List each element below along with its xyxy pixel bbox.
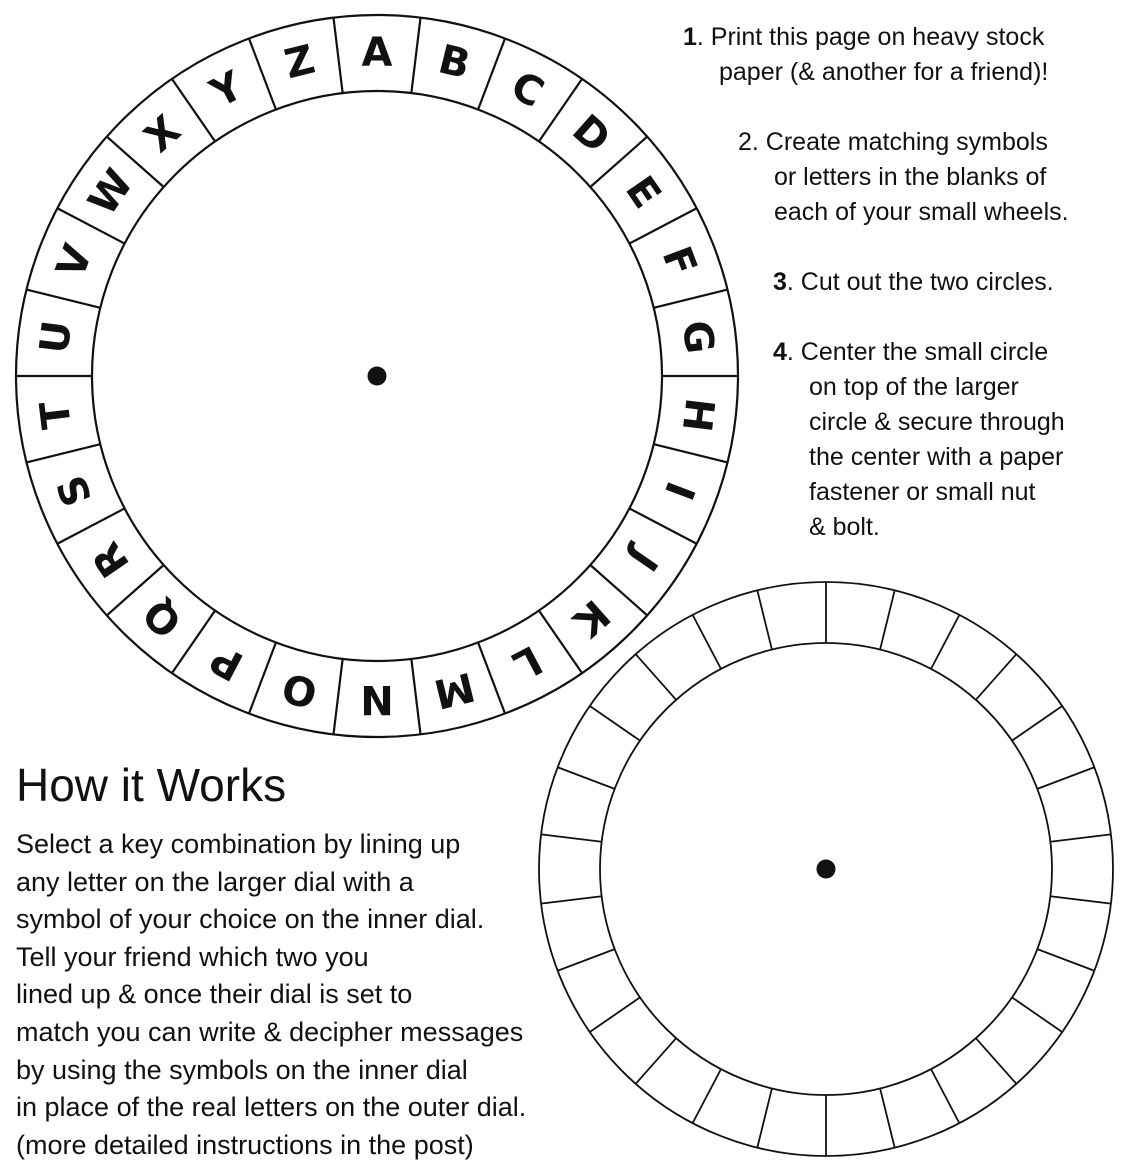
- blank-segment-divider: [976, 654, 1016, 700]
- blank-segment-divider: [693, 1069, 721, 1123]
- segment-divider: [629, 208, 696, 243]
- how-it-works-line: any letter on the larger dial with a: [16, 866, 414, 897]
- blank-segment-divider: [931, 615, 959, 669]
- wheel-letter: F: [652, 240, 706, 283]
- segment-divider: [629, 508, 696, 543]
- step-number: 1: [683, 23, 697, 51]
- wheel-letter: A: [361, 30, 393, 76]
- blank-segment-divider: [880, 1088, 895, 1147]
- segment-divider: [478, 38, 505, 109]
- wheel-letter: X: [136, 106, 190, 162]
- how-it-works-line: by using the symbols on the inner dial: [16, 1054, 468, 1085]
- wheel-letter: Z: [280, 36, 320, 89]
- step-number: 3: [773, 268, 787, 296]
- wheel-letter: G: [672, 317, 723, 357]
- step-text-line: each of your small wheels.: [774, 198, 1069, 226]
- how-it-works-title: How it Works: [16, 759, 287, 811]
- how-it-works-line: lined up & once their dial is set to: [16, 979, 413, 1010]
- segment-divider: [411, 659, 420, 734]
- wheel-letter: N: [360, 676, 394, 722]
- step-text-line: & bolt.: [809, 513, 880, 541]
- how-it-works-body: [16, 826, 526, 1164]
- segment-divider: [249, 38, 276, 109]
- blank-segment-divider: [636, 1038, 676, 1084]
- wheel-letter: R: [83, 533, 139, 586]
- blank-segment-divider: [880, 590, 895, 649]
- step-text-line: . Cut out the two circles.: [786, 268, 1054, 296]
- how-it-works-line: Select a key combination by lining up: [16, 829, 461, 859]
- wheel-letter: H: [672, 395, 723, 435]
- blank-segment-divider: [1012, 706, 1062, 741]
- segment-divider: [654, 444, 728, 462]
- instruction-step-2: [738, 125, 1069, 230]
- blank-segment-divider: [590, 706, 640, 741]
- blank-segment-divider: [541, 896, 602, 903]
- step-number: 4: [773, 338, 787, 366]
- segment-divider: [411, 18, 420, 93]
- blank-segment-divider: [757, 1088, 772, 1147]
- wheel-letter: V: [47, 238, 102, 285]
- wheel-letter: M: [429, 662, 480, 717]
- blank-segment-divider: [757, 590, 772, 649]
- blank-segment-divider: [1012, 997, 1062, 1032]
- segment-divider: [249, 642, 276, 713]
- step-text-line: on top of the larger: [809, 373, 1019, 401]
- step-text-line: . Center the small circle: [786, 338, 1049, 366]
- blank-segment-divider: [558, 949, 615, 971]
- wheel-letter: L: [505, 635, 550, 689]
- blank-segment-divider: [1037, 949, 1094, 971]
- instruction-step-1: [683, 20, 1048, 90]
- wheel-letter: T: [31, 398, 81, 432]
- blank-segment-divider: [636, 654, 676, 700]
- segment-divider: [333, 18, 342, 93]
- instruction-step-4: [773, 335, 1065, 545]
- blank-segment-divider: [976, 1038, 1016, 1084]
- wheel-letter: P: [203, 634, 251, 690]
- wheel-letter: S: [48, 468, 102, 513]
- wheel-letter: K: [564, 590, 619, 646]
- blank-segment-divider: [1037, 767, 1094, 789]
- blank-segment-divider: [590, 997, 640, 1032]
- segment-divider: [333, 659, 342, 734]
- instruction-step-3: [773, 265, 1054, 300]
- how-it-works-line: match you can write & decipher messages: [16, 1016, 524, 1047]
- wheel-letter: O: [277, 663, 322, 717]
- step-text-line: . Create matching symbols: [751, 128, 1048, 156]
- how-it-works-line: (more detailed instructions in the post): [16, 1129, 474, 1160]
- wheel-letter: D: [563, 106, 619, 163]
- wheel-letter: B: [433, 36, 475, 89]
- blank-segment-divider: [693, 615, 721, 669]
- wheel-letter: J: [619, 540, 666, 579]
- step-text-line: . Print this page on heavy stock: [696, 23, 1045, 51]
- blank-segment-divider: [1050, 896, 1111, 903]
- center-dot: [817, 860, 836, 879]
- outer-letter-wheel: [16, 15, 738, 737]
- how-it-works-line: Tell your friend which two you: [16, 941, 369, 972]
- step-text-line: or letters in the blanks of: [774, 163, 1047, 191]
- wheel-letter: E: [616, 168, 670, 217]
- how-it-works-line: in place of the real letters on the outer dial.: [16, 1092, 527, 1123]
- step-text-line: paper (& another for a friend)!: [719, 58, 1049, 86]
- how-it-works-line: symbol of your choice on the inner dial.: [16, 904, 485, 935]
- step-number: 2: [738, 128, 752, 156]
- segment-divider: [26, 444, 100, 462]
- wheel-letter: I: [654, 475, 704, 506]
- segment-divider: [26, 290, 100, 308]
- blank-segment-divider: [1050, 834, 1111, 841]
- wheel-letter: U: [31, 318, 82, 356]
- blank-segment-divider: [541, 834, 602, 841]
- inner-blank-wheel: [539, 582, 1113, 1156]
- center-dot: [368, 367, 387, 386]
- blank-segment-divider: [931, 1069, 959, 1123]
- blank-segment-divider: [558, 767, 615, 789]
- segment-divider: [654, 290, 728, 308]
- wheel-letter: Y: [203, 62, 251, 118]
- wheel-letter: Q: [134, 589, 191, 647]
- step-text-line: circle & secure through: [809, 408, 1065, 436]
- segment-divider: [478, 642, 505, 713]
- wheel-letter: C: [503, 62, 551, 118]
- step-text-line: the center with a paper: [809, 443, 1064, 471]
- wheel-letter: W: [79, 161, 143, 224]
- step-text-line: fastener or small nut: [809, 478, 1036, 506]
